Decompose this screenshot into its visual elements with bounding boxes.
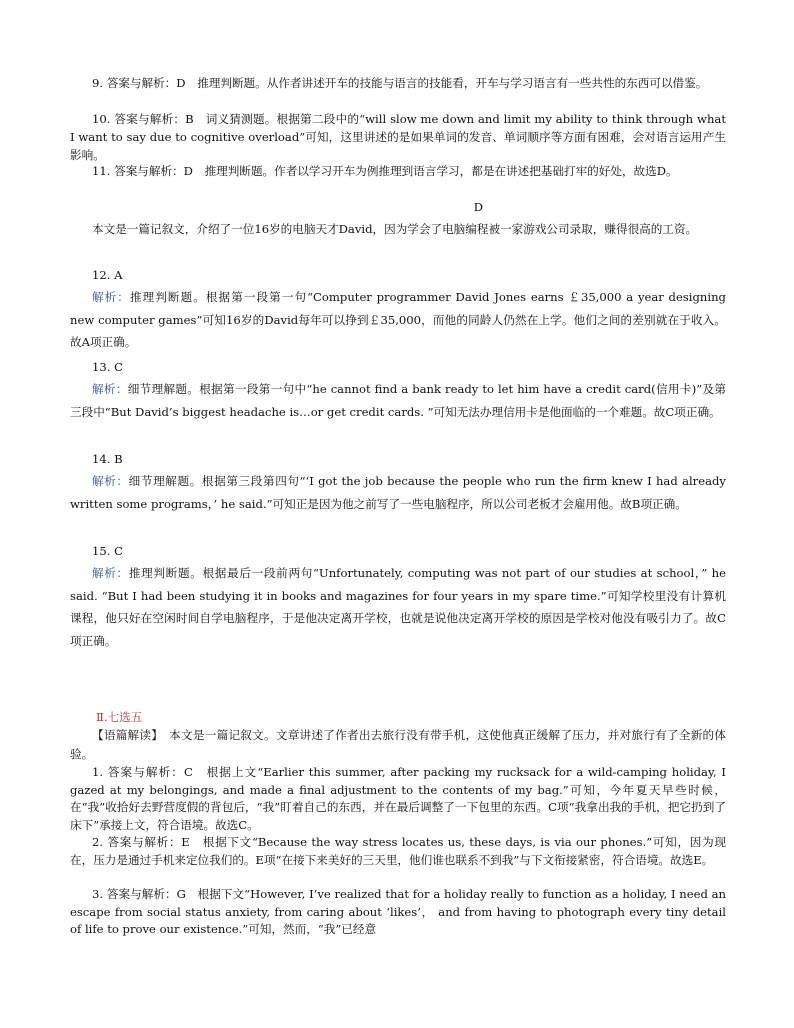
passage-summary: 本文是一篇记叙文，介绍了一位16岁的电脑天才David，因为学会了电脑编程被一家游戏公司录取，赚得很高的工资。 [92, 222, 698, 236]
reading-label: 【语篇解读】 [92, 728, 158, 742]
item-number: 13. C [92, 360, 123, 374]
item-explanation [70, 378, 726, 423]
item-number: 14. B [92, 452, 123, 466]
explanation-label: 解析： [92, 290, 130, 304]
answer-2: 2. 答案与解析：E 根据下文“Because the way stress locates us, these days, is via our phones.”可知，因为现在，压力是通过手机来定位我们的。E项“在接下来美好的三天里，他们谁也联系不到我”与下文衔接紧密，符合语境。故选E。 [70, 835, 726, 867]
item-explanation [70, 562, 726, 652]
section-title: Ⅱ.七选五 [96, 710, 143, 724]
passage-reading [70, 726, 726, 764]
answer-1: 1. 答案与解析：C 根据上文“Earlier this summer, after packing my rucksack for a wild-camping holiday, I gazed at my belongings, and made a final adjustment to the contents of my bag.”可知，今年夏天早些时候，在“我”收拾好去野营度假的背包后，“我”盯着自己的东西，并在最后调整了一下包里的东西。C项“我拿出我的手机，把它扔到了床下”承接上文，符合语境。故选C。 [70, 765, 726, 832]
passage-letter: D [473, 200, 483, 214]
item-number: 12. A [92, 268, 123, 282]
explanation-text: 推理判断题。根据最后一段前两句“Unfortunately, computing was not part of our studies at school，” he said. “But I had been studying it in books and magazines for four years in my spare time.”可知学校里没有计算机课程，他只好在空闲时间自学电脑程序，于是他决定离开学校，也就是说他决定离开学校的原因是学校对他没有吸引力了。故C项正确。 [70, 566, 726, 648]
item-explanation [70, 286, 726, 354]
explanation-label: 解析： [92, 474, 129, 488]
explanation-text: 推理判断题。根据第一段第一句“Computer programmer David Jones earns ￡35,000 a year designing new computer games”可知16岁的David每年可以挣到￡35,000，而他的同龄人仍然在上学。他们之间的差别就在于收入。故A项正确。 [70, 290, 726, 349]
reading-text: 本文是一篇记叙文。文章讲述了作者出去旅行没有带手机，这使他真正缓解了压力，并对旅行有了全新的体验。 [70, 728, 726, 761]
item-number: 15. C [92, 544, 123, 558]
answer-9: 9. 答案与解析：D 推理判断题。从作者讲述开车的技能与语言的技能看，开车与学习语言有一些共性的东西可以借鉴。 [92, 76, 708, 90]
answer-11: 11. 答案与解析：D 推理判断题。作者以学习开车为例推理到语言学习，都是在讲述把基础打牢的好处，故选D。 [92, 164, 678, 178]
answer-10: 10. 答案与解析：B 词义猜测题。根据第二段中的“will slow me down and limit my ability to think through what I want to say due to cognitive overload”可知，这里讲述的是如果单词的发音、单词顺序等方面有困难，会对语言运用产生影响。 [70, 112, 726, 162]
explanation-label: 解析： [92, 382, 128, 396]
explanation-text: 细节理解题。根据第三段第四句“‘I got the job because the people who run the firm knew I had already written some programs，’ he said.”可知正是因为他之前写了一些电脑程序，所以公司老板才会雇用他。故B项正确。 [70, 474, 726, 511]
explanation-text: 细节理解题。根据第一段第一句中“he cannot find a bank ready to let him have a credit card(信用卡)”及第三段中“But David’s biggest headache is…or get credit cards. ”可知无法办理信用卡是他面临的一个难题。故C项正确。 [70, 382, 726, 419]
answer-3: 3. 答案与解析：G 根据下文“However, I’ve realized that for a holiday really to function as a holiday, I need an escape from social status anxiety, from caring about ‘likes’， and from having to photograph every tiny detail of life to prove our existence.”可知，然而，“我”已经意 [70, 887, 726, 937]
item-explanation [70, 470, 726, 515]
explanation-label: 解析： [92, 566, 129, 580]
